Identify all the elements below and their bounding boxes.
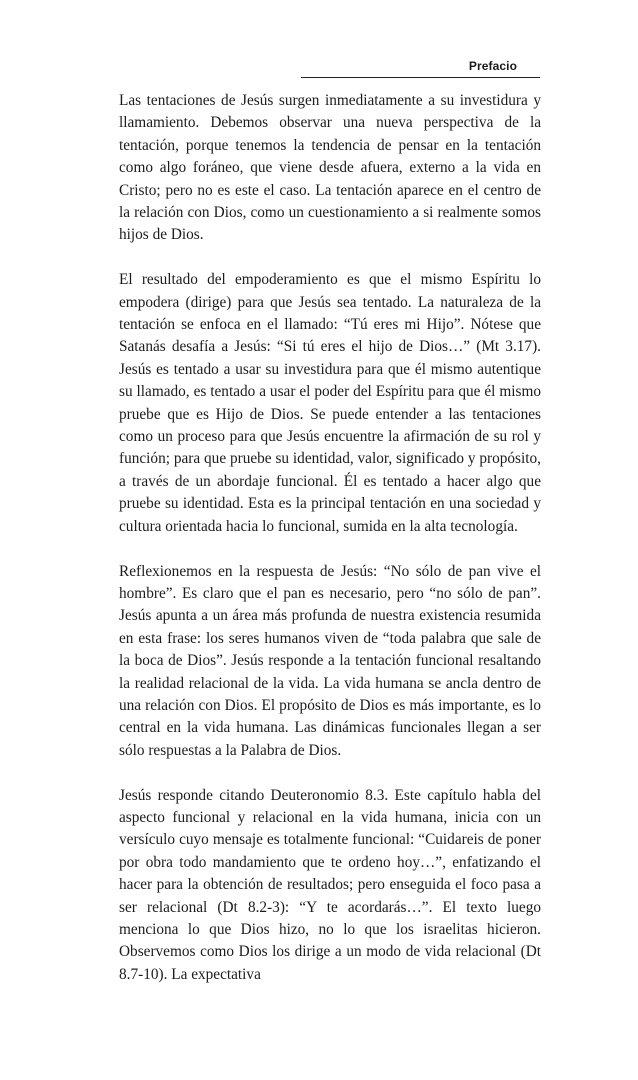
paragraph-2: El resultado del empoderamiento es que el mismo Espíritu lo empodera (dirige) para que Jesús sea tentado. La naturaleza de la tentación se enfoca en el llamado: “Tú eres mi Hijo”. Nótese que Satanás desafía a Jesús: “Si tú eres el hijo de Dios…” (Mt 3.17). Jesús es tentado a usar su investidura para que él mismo autentique su llamado, es tentado a usar el poder del Espíritu para que él mismo pruebe que es Hijo de Dios. Se puede entender a las tentaciones como un proceso para que Jesús encuentre la afirmación de su rol y función; para que pruebe su identidad, valor, significado y propósito, a través de un abordaje funcional. Él es tentado a hacer algo que pruebe su identidad. Esta es la principal tentación en una sociedad y cultura orientada hacia lo funcional, sumida en la alta tecnología. (119, 271, 541, 535)
running-head-title: Prefacio (468, 59, 517, 73)
paragraph-4: Jesús responde citando Deuteronomio 8.3. Este capítulo habla del aspecto funcional y relacional en la vida humana, inicia con un versículo cuyo mensaje es totalmente funcional: “Cuidareis de poner por obra todo mandamiento que te ordeno hoy…”, enfatizando el hacer para la obtención de resultados; pero enseguida el foco pasa a ser relacional (Dt 8.2-3): “Y te acordarás…”. El texto luego menciona lo que Dios hizo, no lo que los israelitas hicieron. Observemos como Dios los dirige a un modo de vida relacional (Dt 8.7-10). La expectativa (119, 786, 541, 983)
paragraph-1: Las tentaciones de Jesús surgen inmediatamente a su investidura y llamamiento. Debemos observar una nueva perspectiva de la tentación, porque tenemos la tendencia de pensar en la tentación como algo foráneo, que viene desde afuera, externo a la vida en Cristo; pero no es este el caso. La tentación aparece en el centro de la relación con Dios, como un cuestionamiento a si realmente somos hijos de Dios. (119, 92, 541, 244)
body-text (119, 90, 541, 1009)
paragraph-3: Reflexionemos en la respuesta de Jesús: “No sólo de pan vive el hombre”. Es claro que el pan es necesario, pero “no sólo de pan”. Jesús apunta a un área más profunda de nuestra existencia resumida en esta frase: los seres humanos viven de “toda palabra que sale de la boca de Dios”. Jesús responde a la tentación funcional resaltando la realidad relacional de la vida. La vida humana se ancla dentro de una relación con Dios. El propósito de Dios es más importante, es lo central en la vida humana. Las dinámicas funcionales llegan a ser sólo respuestas a la Palabra de Dios. (119, 562, 541, 759)
header-rule (301, 77, 540, 78)
